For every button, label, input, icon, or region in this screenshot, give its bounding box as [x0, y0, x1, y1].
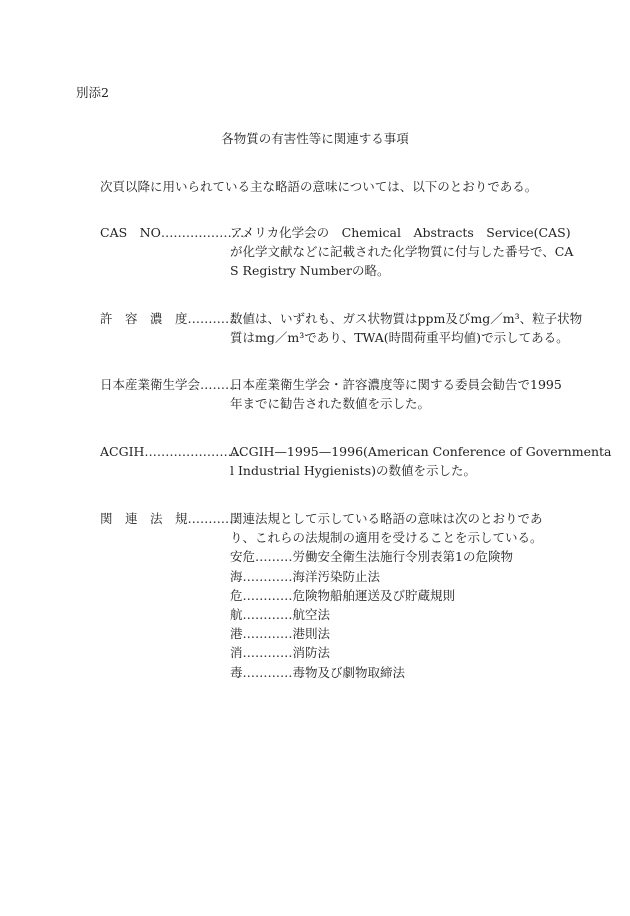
definition-line: ACGIH—1995—1996(American Conference of Governmenta — [230, 444, 612, 459]
definition-line: 関連法規として示している略語の意味は次のとおりであ — [230, 511, 543, 526]
term-jsoh: 日本産業衛生学会……… — [100, 377, 238, 392]
definition-line: り、これらの法規制の適用を受けることを示している。 — [230, 530, 543, 546]
definition-cas-no — [230, 223, 574, 281]
definition-jsoh — [230, 375, 562, 413]
term-cas-no: CAS NO………………… — [100, 225, 249, 240]
intro-text: 次頁以降に用いられている主な略語の意味については、以下のとおりである。 — [100, 179, 538, 194]
term-related-laws: 関 連 法 規………… — [100, 511, 238, 526]
definition-line: 質はmg／m³であり、TWA(時間荷重平均値)で示してある。 — [230, 330, 569, 346]
definition-line: 日本産業衛生学会・許容濃度等に関する委員会勧告で1995 — [230, 377, 562, 392]
law-abbreviation-item: 危…………危険物船舶運送及び貯蔵規則 — [230, 587, 456, 603]
definition-line: 数値は、いずれも、ガス状物質はppm及びmg／m³、粒子状物 — [230, 311, 583, 326]
law-abbreviation-item: 毒…………毒物及び劇物取締法 — [230, 664, 406, 680]
law-abbreviation-item: 海…………海洋汚染防止法 — [230, 568, 381, 584]
term-allowable-concentration: 許 容 濃 度………… — [100, 311, 238, 326]
law-abbreviation-item: 消…………消防法 — [230, 645, 331, 661]
definition-related-laws — [230, 509, 552, 682]
definition-line: アメリカ化学会の Chemical Abstracts Service(CAS) — [230, 225, 571, 240]
definition-line: l Industrial Hygienists)の数値を示した。 — [230, 463, 476, 479]
definition-line: 年までに勧告された数値を示した。 — [230, 396, 431, 412]
law-abbreviation-item: 航…………航空法 — [230, 607, 331, 623]
definition-allowable-concentration — [230, 309, 583, 347]
annex-label: 別添2 — [76, 85, 109, 100]
law-abbreviation-item: 港…………港則法 — [230, 626, 331, 642]
term-acgih: ACGIH…………………… — [100, 444, 245, 459]
page-title: 各物質の有害性等に関連する事項 — [221, 131, 409, 146]
definition-line: S Registry Numberの略。 — [230, 263, 390, 279]
definition-acgih — [230, 442, 612, 480]
law-abbreviation-item: 安危………労働安全衛生法施行令別表第1の危険物 — [230, 549, 513, 565]
definition-line: が化学文献などに記載された化学物質に付与した番号で、CA — [230, 244, 574, 260]
